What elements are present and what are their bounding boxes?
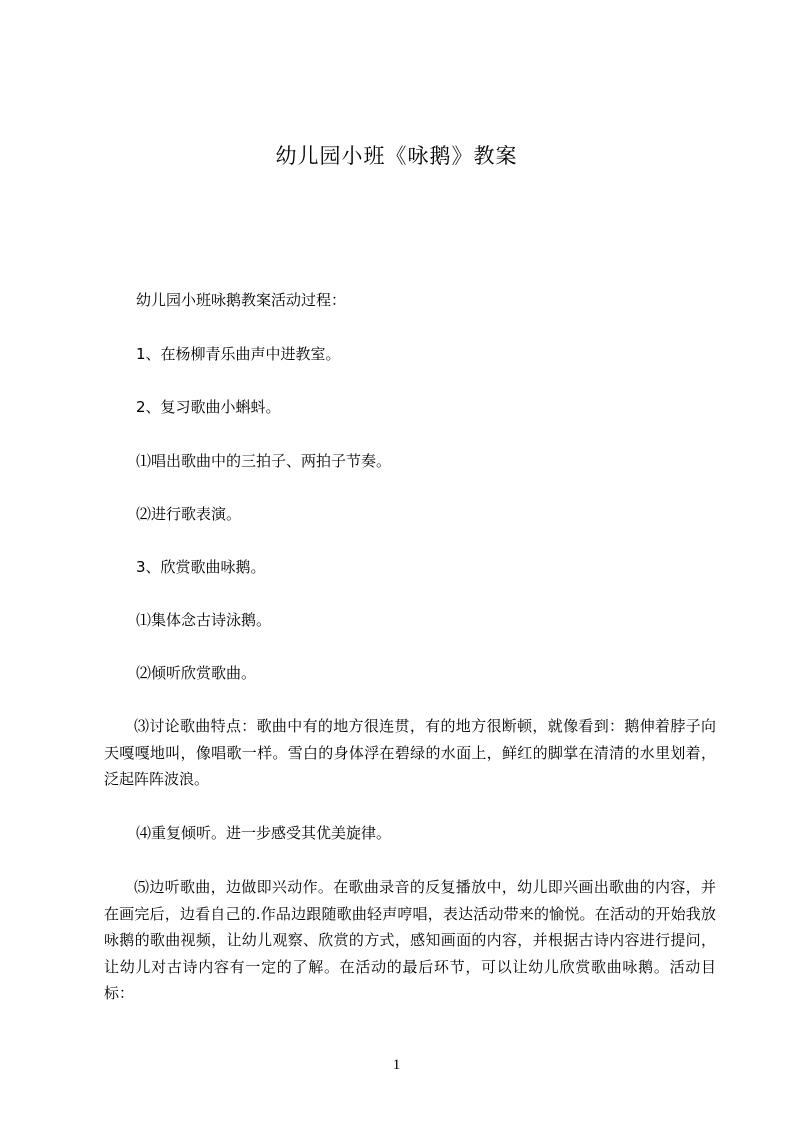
document-title: 幼儿园小班《咏鹅》教案 bbox=[275, 144, 518, 168]
step-1: 1、在杨柳青乐曲声中进教室。 bbox=[136, 345, 341, 363]
step-2-item-1: ⑴唱出歌曲中的三拍子、两拍子节奏。 bbox=[136, 452, 392, 470]
page-number: 1 bbox=[392, 1057, 401, 1073]
step-3-item-5-paragraph: ⑸边听歌曲，边做即兴动作。在歌曲录音的反复播放中，幼儿即兴画出歌曲的内容，并在画完后，边看自己的.作品边跟随歌曲轻声哼唱，表达活动带来的愉悦。在活动的开始我放咏鹅的歌曲视频，让幼儿观察、欣赏的方式，感知画面的内容，并根据古诗内容进行提问，让幼儿对古诗内容有一定的了解。在活动的最后环节，可以让幼儿欣赏歌曲咏鹅。活动目标： bbox=[104, 878, 716, 1002]
step-3-item-4: ⑷重复倾听。进一步感受其优美旋律。 bbox=[136, 824, 392, 842]
step-3-item-1: ⑴集体念古诗泳鹅。 bbox=[136, 611, 272, 629]
step-3: 3、欣赏歌曲咏鹅。 bbox=[136, 558, 266, 576]
step-3-item-2: ⑵倾听欣赏歌曲。 bbox=[136, 664, 257, 682]
step-3-item-3-paragraph: ⑶讨论歌曲特点：歌曲中有的地方很连贯，有的地方很断顿，就像看到：鹅伸着脖子向天嘎嘎地叫，像唱歌一样。雪白的身体浮在碧绿的水面上，鲜红的脚掌在清清的水里划着，泛起阵阵波浪。 bbox=[104, 717, 716, 788]
step-2: 2、复习歌曲小蝌蚪。 bbox=[136, 398, 281, 416]
step-2-item-2: ⑵进行歌表演。 bbox=[136, 505, 242, 523]
process-heading: 幼儿园小班咏鹅教案活动过程： bbox=[136, 291, 347, 309]
